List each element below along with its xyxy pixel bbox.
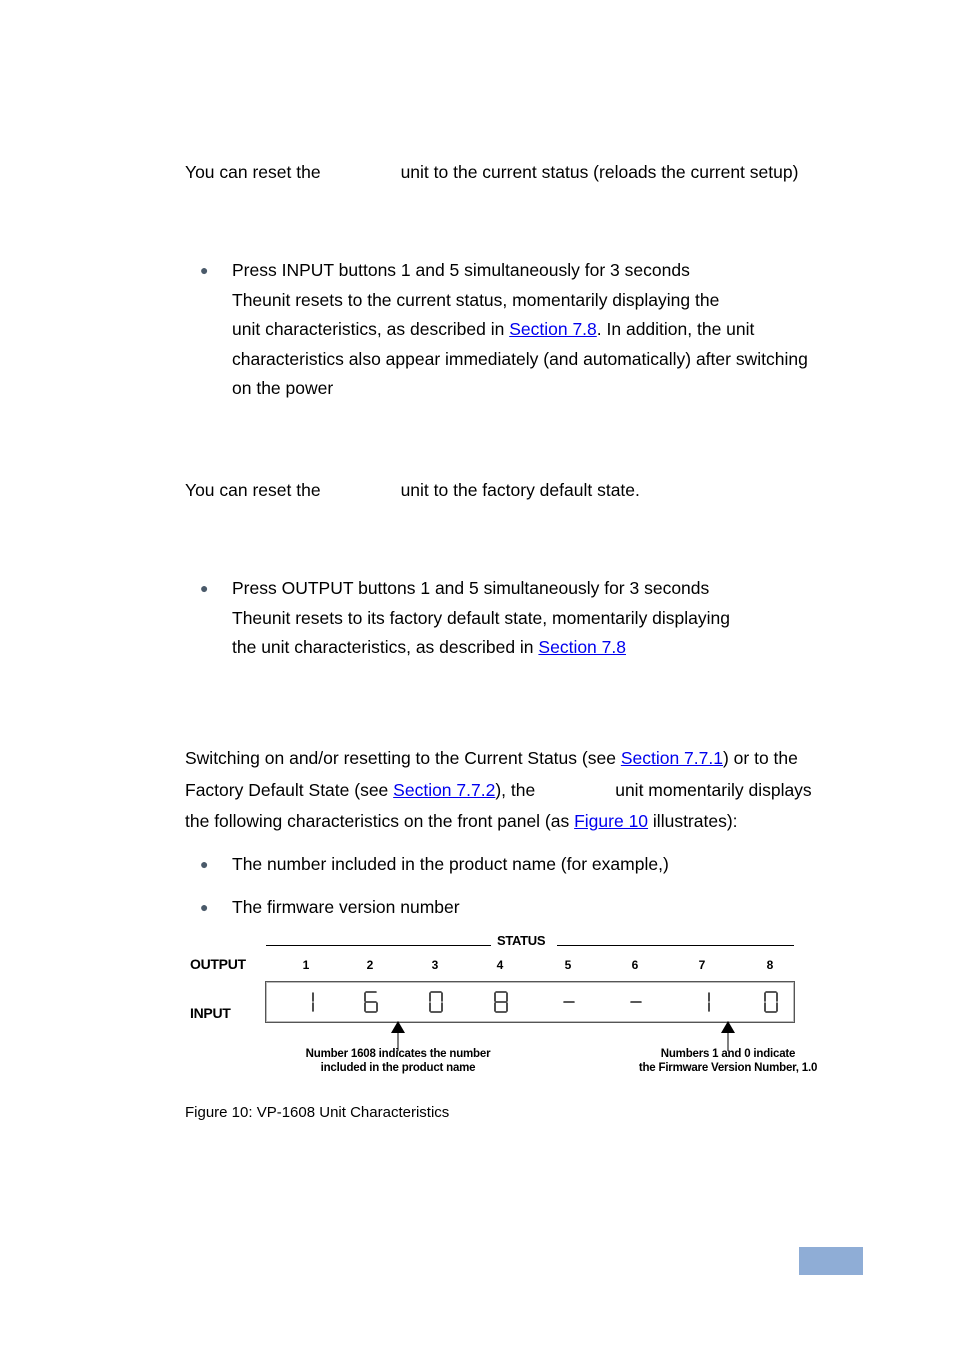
step-detail-line: Theunit resets to its factory default state, momentarily displaying: [232, 607, 731, 628]
intro-text-after: unit to the current status (reloads the current setup): [400, 162, 799, 182]
column-number: 8: [766, 958, 774, 972]
column-number: 4: [496, 958, 504, 972]
step-text: Press OUTPUT buttons 1 and 5 simultaneously for 3 seconds: [232, 578, 710, 598]
output-label: OUTPUT: [190, 956, 246, 972]
display-digit: [559, 990, 579, 1014]
step-detail-line: characteristics also appear immediately (and automatically) after switching: [232, 348, 808, 369]
column-number: 6: [631, 958, 639, 972]
note-firmware-version: Numbers 1 and 0 indicate the Firmware Version Number, 1.0: [638, 1048, 818, 1074]
paragraph-line: Switching on and/or resetting to the Current Status (see Section 7.7.1) or to the: [185, 748, 798, 768]
display-digit: [491, 990, 511, 1014]
intro-text-before: You can reset the: [185, 162, 321, 182]
divider: [266, 945, 491, 946]
display-digit: [761, 990, 781, 1014]
column-number: 2: [366, 958, 374, 972]
input-label: INPUT: [190, 1005, 231, 1021]
step-detail-line: on the power: [232, 378, 334, 398]
reset-current-intro: [185, 157, 798, 187]
bullet-icon: ●: [200, 262, 209, 278]
intro-text-after: unit to the factory default state.: [400, 480, 640, 500]
column-number: 1: [302, 958, 310, 972]
characteristics-paragraph: [185, 743, 812, 838]
display-digit: [297, 990, 317, 1014]
divider: [557, 945, 794, 946]
bullet-icon: ●: [200, 899, 209, 915]
front-panel-figure: [185, 930, 835, 1090]
note-product-number: Number 1608 indicates the number included in the product name: [305, 1048, 491, 1074]
column-number: 5: [564, 958, 572, 972]
bullet-icon: ●: [200, 580, 209, 596]
display-digit: [361, 990, 381, 1014]
figure-link[interactable]: Figure 10: [574, 811, 649, 831]
bullet-icon: ●: [200, 856, 209, 872]
status-label: STATUS: [497, 933, 546, 948]
page-number-tab: [799, 1247, 863, 1275]
intro-text-before: You can reset the: [185, 480, 321, 500]
paragraph-line: Factory Default State (see Section 7.7.2), the unit momentarily displays: [185, 779, 812, 800]
display-digit: [626, 990, 646, 1014]
column-number: 7: [698, 958, 706, 972]
step-detail-line: the unit characteristics, as described in Section 7.8: [232, 637, 626, 657]
reset-factory-intro: [185, 475, 640, 505]
step-text: Press INPUT buttons 1 and 5 simultaneously for 3 seconds: [232, 260, 690, 280]
section-link[interactable]: Section 7.8: [509, 319, 597, 339]
section-link[interactable]: Section 7.8: [538, 637, 626, 657]
status-display-panel: [265, 981, 795, 1023]
display-digit: [693, 990, 713, 1014]
section-link[interactable]: Section 7.7.2: [393, 779, 496, 800]
figure-caption: Figure 10: VP-1608 Unit Characteristics: [185, 1104, 450, 1121]
paragraph-line: the following characteristics on the front panel (as Figure 10 illustrates):: [185, 811, 738, 831]
column-number: 3: [431, 958, 439, 972]
step-detail-line: unit characteristics, as described in Section 7.8. In addition, the unit: [232, 319, 755, 339]
display-digit: [426, 990, 446, 1014]
section-link[interactable]: Section 7.7.1: [620, 748, 723, 768]
step-detail-line: Theunit resets to the current status, momentarily displaying the: [232, 289, 720, 310]
